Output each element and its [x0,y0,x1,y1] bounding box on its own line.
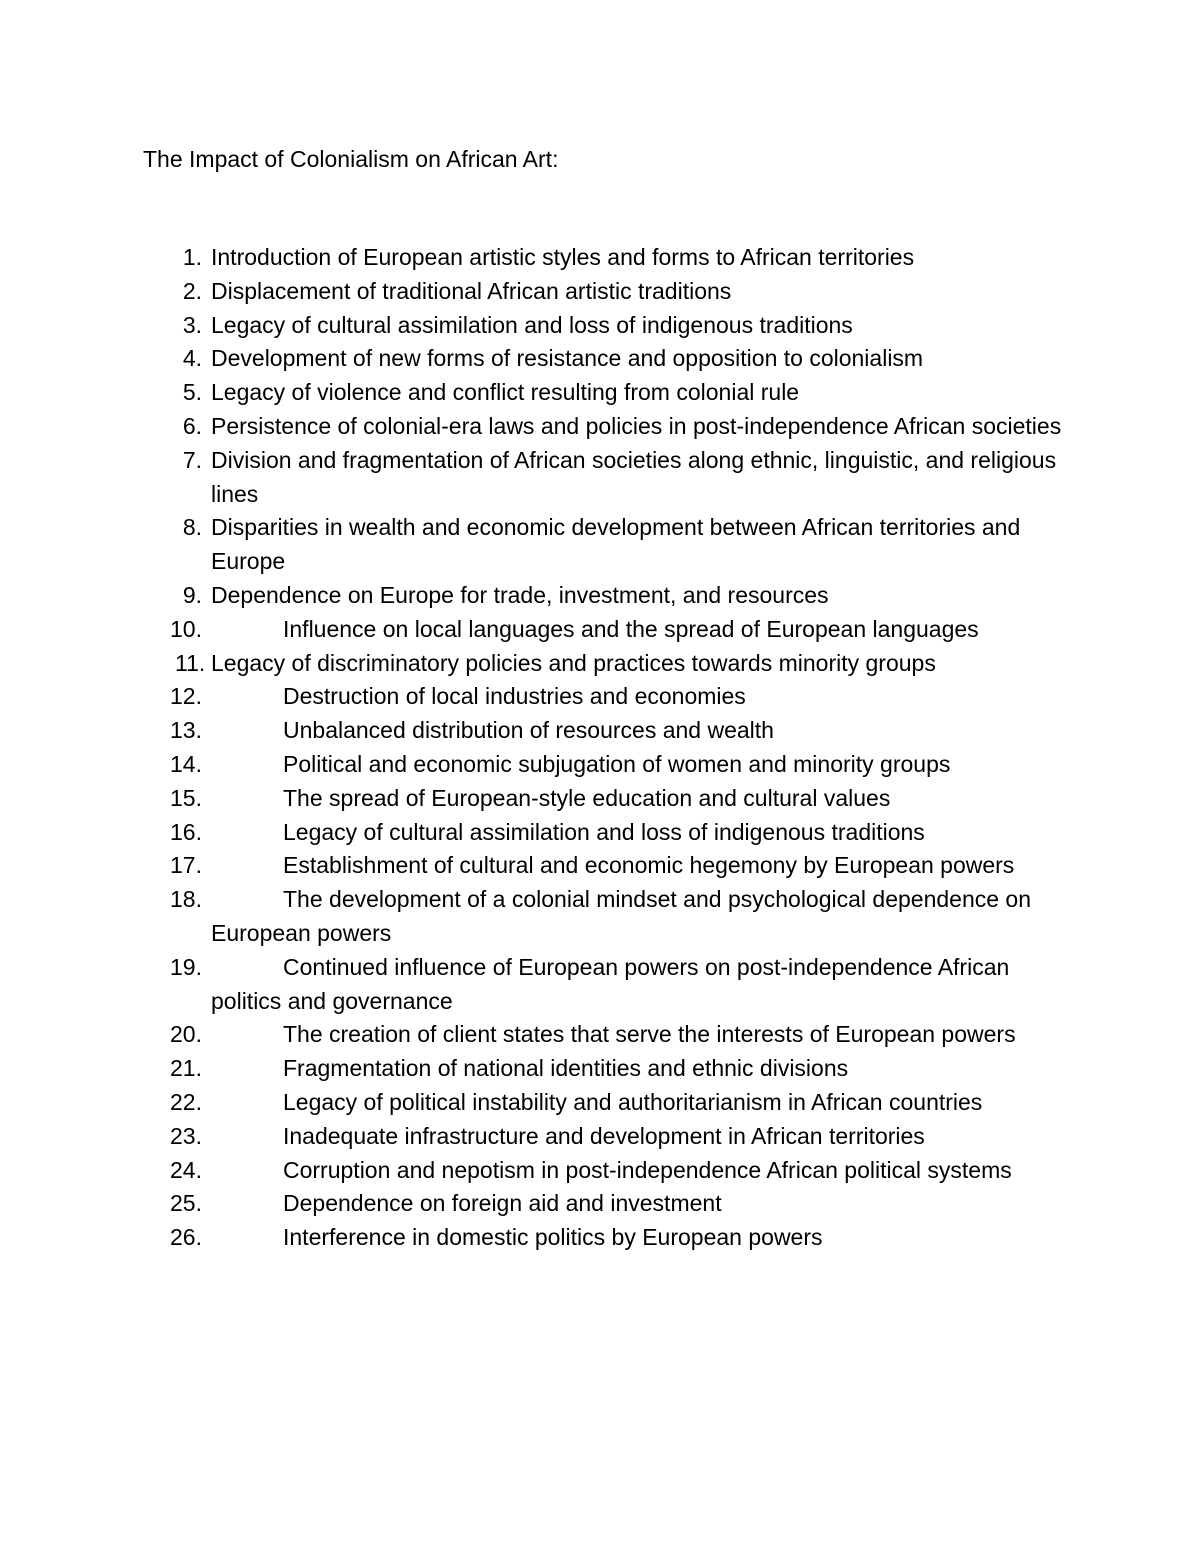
list-item-text: Continued influence of European powers on post-independence African politics and governance [211,953,1010,1014]
list-item [0,275,1071,309]
list-item-number: 6. [182,412,202,439]
list-item-text: Legacy of political instability and authoritarianism in African countries [283,1088,983,1115]
list-item [0,613,1071,647]
list-item [0,951,1071,1019]
list-item-text: Disparities in wealth and economic development between African territories and Europe [211,514,1021,575]
list-item-text: Corruption and nepotism in post-independence African political systems [283,1156,1012,1183]
list-item-text: Displacement of traditional African artistic traditions [211,277,732,304]
list-item [0,511,1071,579]
list-item-text: Establishment of cultural and economic hegemony by European powers [283,852,1015,879]
list-item-number: 10. [170,615,202,642]
list-item-text: The development of a colonial mindset and psychological dependence on European powers [211,886,1032,946]
list-item [0,1052,1071,1086]
list-item-number: 26. [170,1224,202,1251]
list-item-number: 18. [170,886,202,913]
list-item-text: Legacy of cultural assimilation and loss of indigenous traditions [283,818,925,845]
list-item-text: Dependence on foreign aid and investment [283,1190,722,1217]
list-item-number: 1. [182,244,202,270]
list-item [0,444,1071,512]
list-item [0,816,1071,850]
list-item [0,883,1071,951]
list-item-number: 13. [170,717,202,744]
list-item [0,849,1071,883]
numbered-list [0,241,1200,1255]
list-item [0,342,1071,376]
list-item [0,309,1071,343]
list-item [0,680,1071,714]
list-item-number: 12. [170,683,202,710]
list-item [0,1221,1071,1255]
list-item [0,1018,1071,1052]
list-item-number: 16. [170,818,202,845]
list-item-text: The creation of client states that serve the interests of European powers [283,1021,1016,1048]
list-item-number: 20. [170,1021,202,1048]
list-item-number: 11. [175,649,206,676]
list-item-text: Influence on local languages and the spread of European languages [283,615,979,642]
list-item-number: 15. [170,784,202,811]
list-item [0,714,1071,748]
list-item-text: Fragmentation of national identities and ethnic divisions [283,1055,849,1082]
list-item-text: Interference in domestic politics by European powers [283,1224,823,1251]
list-item [0,1120,1071,1154]
list-item-number: 17. [170,852,202,879]
list-item [0,579,1071,613]
list-item-number: 5. [182,379,202,406]
list-item-text: Inadequate infrastructure and development in African territories [283,1122,925,1149]
list-item [0,241,1071,275]
list-item-text: Persistence of colonial-era laws and policies in post-independence African societies [211,412,1062,439]
list-item-number: 14. [170,750,202,777]
list-item-text: Political and economic subjugation of women and minority groups [283,750,951,777]
list-item-number: 19. [170,953,202,980]
list-item [0,1154,1071,1188]
list-item-text: Development of new forms of resistance and opposition to colonialism [211,345,924,372]
list-item [0,1187,1071,1221]
list-item [0,376,1071,410]
list-item-text: Legacy of violence and conflict resulting from colonial rule [211,379,800,406]
list-item-text: Legacy of cultural assimilation and loss of indigenous traditions [211,311,853,338]
list-item [0,782,1071,816]
list-item-text: Division and fragmentation of African societies along ethnic, linguistic, and religious lines [211,446,1057,507]
list-item-number: 4. [182,345,202,372]
list-item-text: Unbalanced distribution of resources and wealth [283,717,774,744]
document-title: The Impact of Colonialism on African Art: [143,146,559,172]
list-item-number: 25. [170,1190,202,1217]
list-item-number: 23. [170,1122,202,1149]
list-item [0,410,1071,444]
list-item-text: Destruction of local industries and economies [283,683,746,710]
list-item [0,748,1071,782]
list-item-text: The spread of European-style education and cultural values [283,784,891,811]
list-item-number: 2. [182,277,202,304]
list-item-number: 22. [170,1088,202,1115]
list-item [0,1086,1071,1120]
list-item-text: Dependence on Europe for trade, investment, and resources [211,581,829,608]
list-item-number: 3. [182,311,202,338]
list-item-number: 24. [170,1156,202,1183]
list-item-number: 8. [182,514,202,541]
list-item-number: 7. [182,446,202,473]
list-item [0,647,1071,681]
list-item-number: 21. [170,1055,202,1082]
list-item-number: 9. [182,581,202,608]
list-item-text: Introduction of European artistic styles and forms to African territories [211,244,915,270]
list-item-text: Legacy of discriminatory policies and practices towards minority groups [211,649,936,676]
